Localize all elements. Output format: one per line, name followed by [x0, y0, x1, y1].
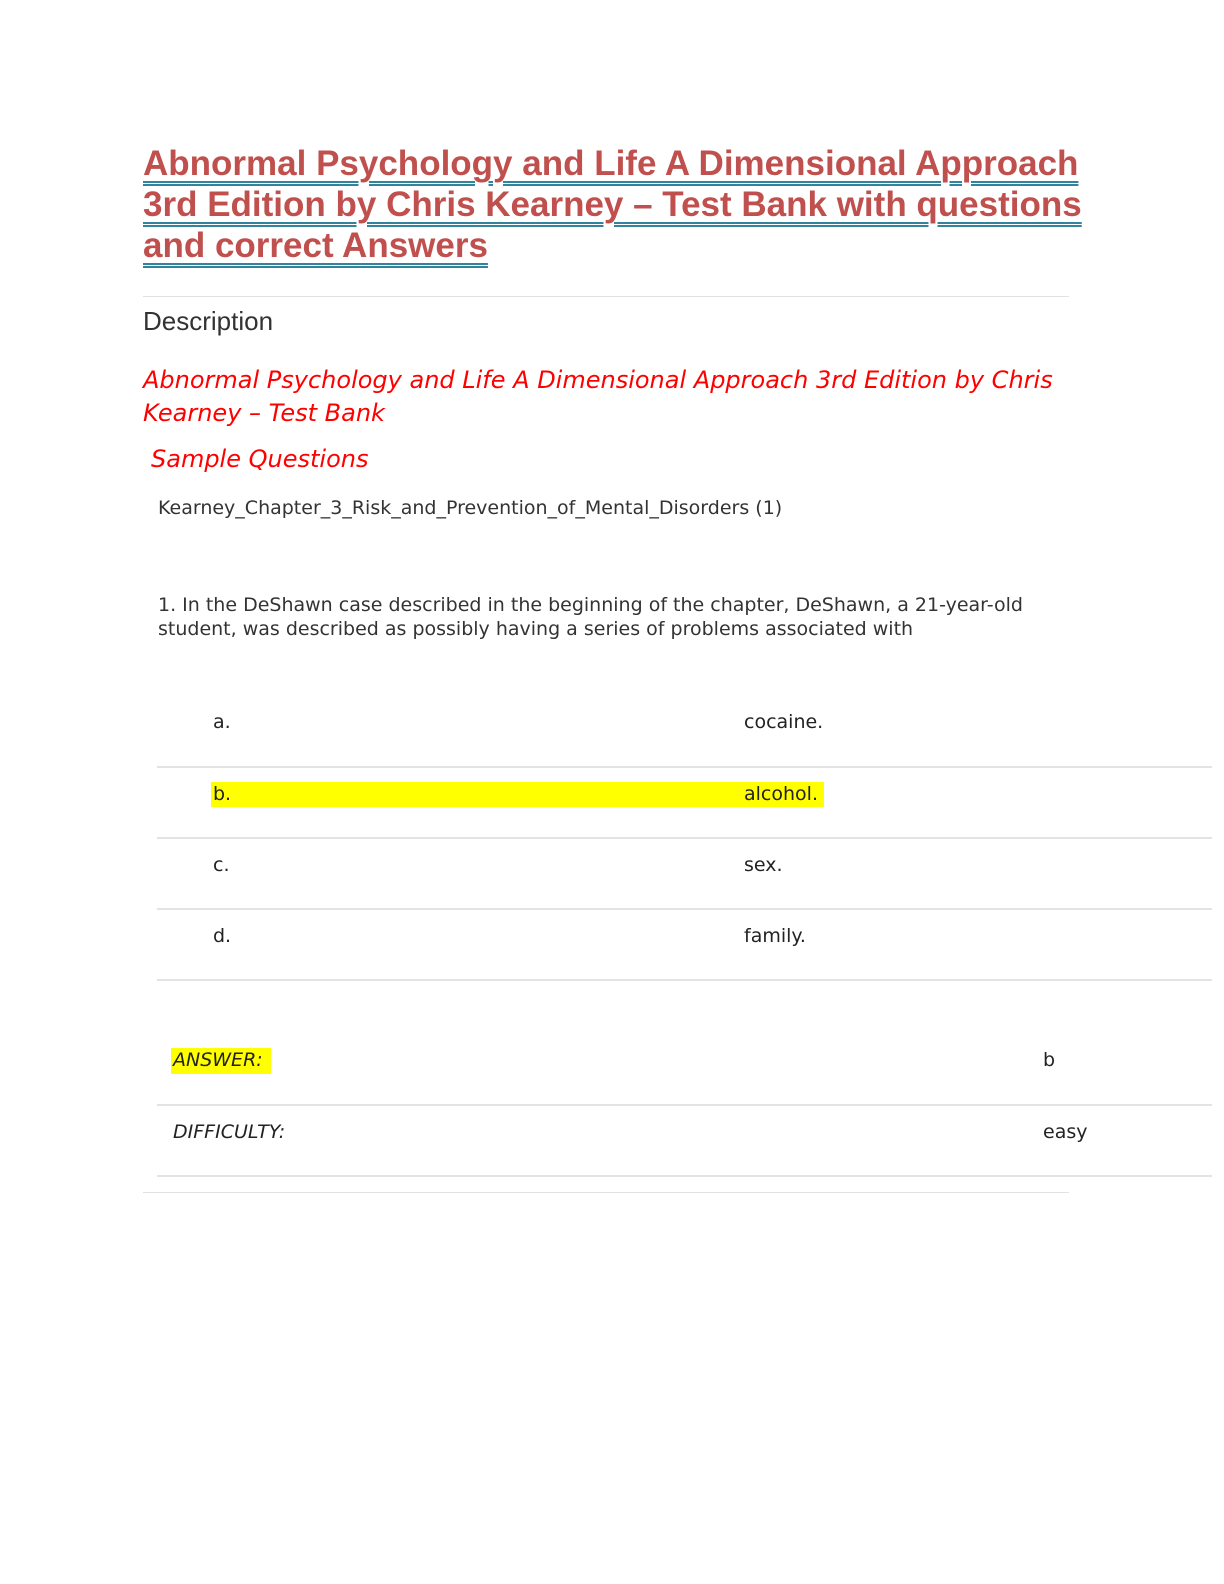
difficulty-value: easy — [1043, 1121, 1088, 1143]
sample-questions-heading: Sample Questions — [151, 445, 369, 473]
meta-divider — [157, 1104, 1212, 1106]
top-divider — [143, 296, 1069, 297]
chapter-file-name: Kearney_Chapter_3_Risk_and_Prevention_of_Mental_Disorders (1) — [158, 497, 783, 519]
document-title-text[interactable]: Abnormal Psychology and Life A Dimensional Approach 3rd Edition by Chris Kearney – Test Bank with questions and correct Answers — [143, 144, 1082, 265]
option-divider — [157, 979, 1212, 981]
option-text-b: alcohol. — [744, 783, 818, 805]
question-text: 1. In the DeShawn case described in the beginning of the chapter, DeShawn, a 21-year-old student, was described as possibly having a series of problems associated with — [158, 594, 1023, 640]
correct-option-highlight — [211, 782, 824, 807]
bottom-divider — [143, 1192, 1069, 1193]
option-letter-d: d. — [213, 925, 232, 947]
option-text-c: sex. — [744, 854, 783, 876]
option-divider — [157, 766, 1212, 768]
book-title: Abnormal Psychology and Life A Dimensional Approach 3rd Edition by Chris Kearney – Test Bank — [143, 366, 1053, 427]
option-text-a: cocaine. — [744, 711, 824, 733]
option-letter-a: a. — [213, 711, 231, 733]
answer-value: b — [1043, 1049, 1056, 1071]
document-title[interactable] — [143, 143, 1083, 266]
option-letter-b: b. — [213, 783, 232, 805]
description-heading: Description — [143, 306, 274, 336]
option-divider — [157, 837, 1212, 839]
answer-label: ANSWER: — [173, 1049, 263, 1071]
option-letter-c: c. — [213, 854, 230, 876]
meta-divider — [157, 1175, 1212, 1177]
option-text-d: family. — [744, 925, 806, 947]
option-divider — [157, 908, 1212, 910]
difficulty-label: DIFFICULTY: — [173, 1121, 286, 1143]
